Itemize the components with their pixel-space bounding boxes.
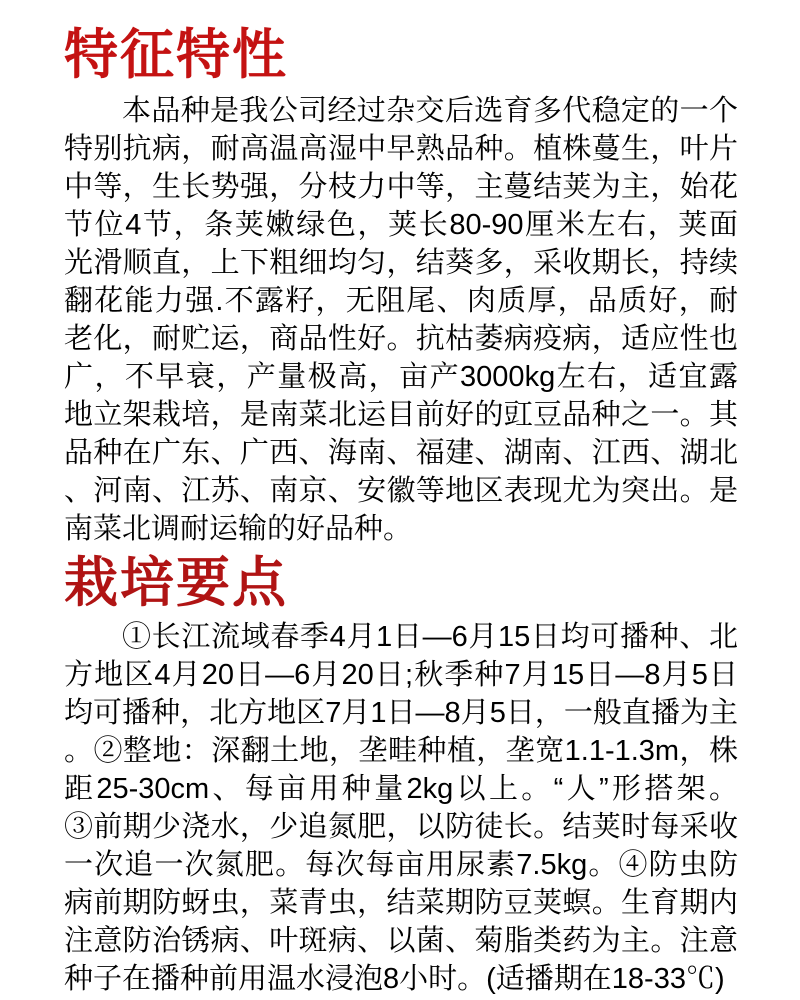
text-line: 品种在广东、广西、海南、福建、湖南、江西、湖北 xyxy=(64,437,738,469)
text-line: 翻花能力强.不露籽，无阻尾、肉质厚，品质好，耐 xyxy=(64,285,738,317)
characteristics-heading: 特征特性 xyxy=(64,25,288,85)
text-line: ①长江流域春季4月1日—6月15日均可播种、北 xyxy=(122,621,738,653)
text-line: 、河南、江苏、南京、安徽等地区表现尤为突出。是 xyxy=(64,475,738,507)
text-line: 距25-30cm、每亩用种量2kg以上。“人”形搭架。 xyxy=(64,773,738,805)
text-line: 均可播种，北方地区7月1日—8月5日，一般直播为主 xyxy=(64,697,738,729)
text-line: 地立架栽培，是南菜北运目前好的豇豆品种之一。其 xyxy=(64,399,738,431)
characteristics-paragraph xyxy=(64,92,738,548)
text-line: 。②整地：深翻土地，垄畦种植，垄宽1.1-1.3m，株 xyxy=(64,735,738,767)
cultivation-points-heading: 栽培要点 xyxy=(64,553,288,613)
text-line: 光滑顺直，上下粗细均匀，结葵多，采收期长，持续 xyxy=(64,247,738,279)
cultivation-points-paragraph xyxy=(64,618,738,998)
text-line: 南菜北调耐运输的好品种。 xyxy=(64,513,413,545)
text-line: ③前期少浇水，少追氮肥，以防徒长。结荚时每采收 xyxy=(64,811,738,843)
text-line: 老化，耐贮运，商品性好。抗枯萎病疫病，适应性也 xyxy=(64,323,738,355)
section-characteristics xyxy=(64,26,738,548)
text-line: 一次追一次氮肥。每次每亩用尿素7.5kg。④防虫防 xyxy=(64,849,738,881)
text-line: 特别抗病，耐高温高湿中早熟品种。植株蔓生，叶片 xyxy=(64,133,738,165)
text-line: 注意防治锈病、叶斑病、以菌、菊脂类药为主。注意 xyxy=(64,925,738,957)
text-line: 本品种是我公司经过杂交后选育多代稳定的一个 xyxy=(122,95,738,127)
section-cultivation-points xyxy=(64,554,738,998)
text-line: 广，不早衰，产量极高，亩产3000kg左右，适宜露 xyxy=(64,361,738,393)
text-line: 节位4节，条荚嫩绿色，荚长80-90厘米左右，荚面 xyxy=(64,209,738,241)
text-line: 病前期防蚜虫，菜青虫，结菜期防豆荚螟。生育期内 xyxy=(64,887,738,919)
text-line: 中等，生长势强，分枝力中等，主蔓结荚为主，始花 xyxy=(64,171,738,203)
text-line: 种子在播种前用温水浸泡8小时。(适播期在18-33℃) xyxy=(64,963,725,995)
text-line: 方地区4月20日—6月20日;秋季种7月15日—8月5日 xyxy=(64,659,738,691)
